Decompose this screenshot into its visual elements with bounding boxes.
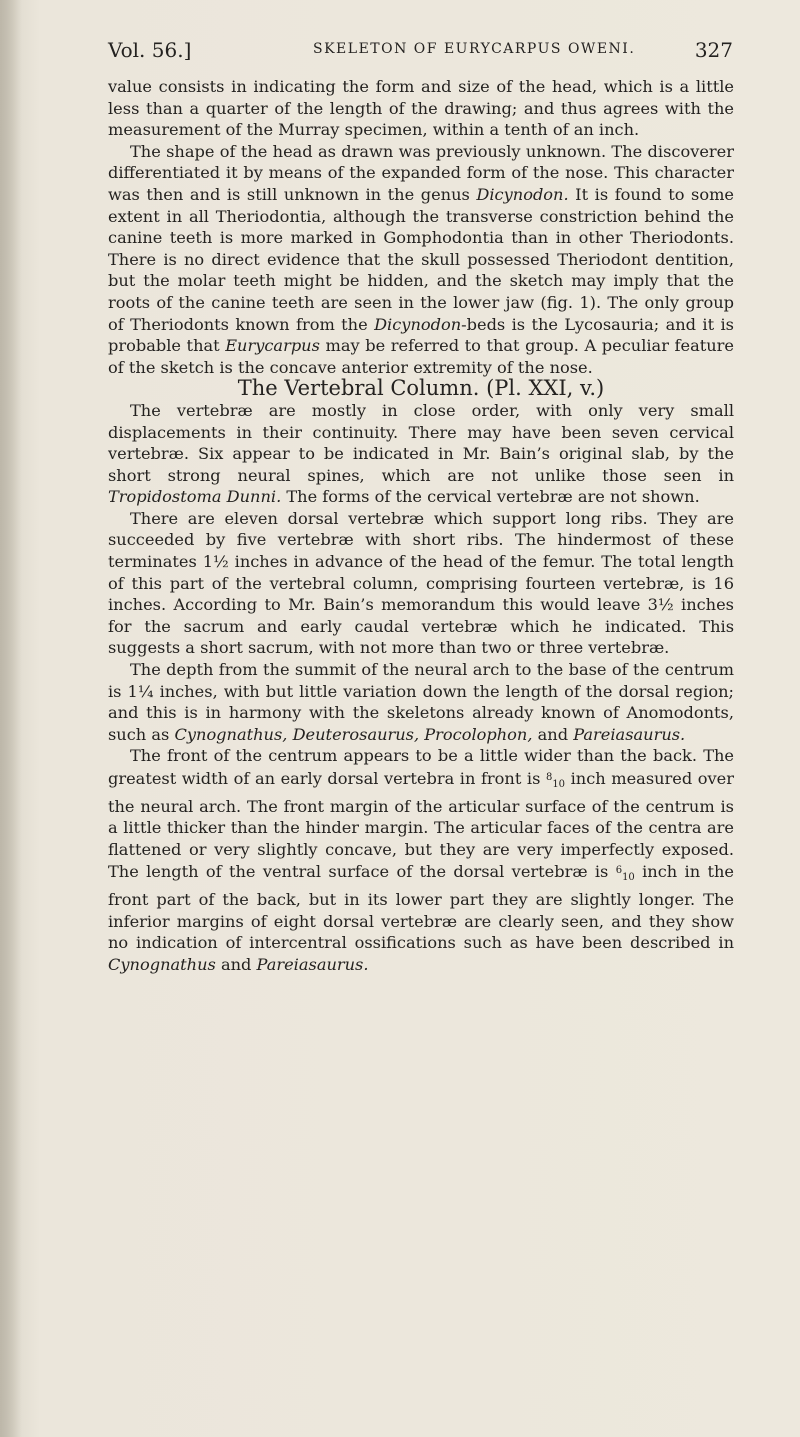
fraction-denominator: 10 xyxy=(622,872,635,884)
paragraph-2: The shape of the head as drawn was previously unknown. The discoverer differentiated it by means of the expanded form of the nose. This character was then and is still unknown in the genus Dicynodon. It is found to some extent in all Theriodontia, although the transverse constriction behind the canine teeth is more marked in Gomphodontia than in other Theriodonts. There is no direct evidence that the skull possessed Theriodont dentition, but the molar teeth might be hidden, and the sketch may imply that the roots of the canine teeth are seen in the lower jaw (fig. 1). The only group of Theriodonts known from the Dicynodon-beds is the Lycosauria; and it is probable that Eurycarpus may be referred to that group. A peculiar feature of the sketch is the concave anterior extremity of the nose. xyxy=(108,141,735,377)
genus-name: Cynognathus xyxy=(108,954,216,974)
paragraph-4: There are eleven dorsal vertebræ which support long ribs. They are succeeded by five vertebræ with short ribs. The hindermost of these terminates 1½ inches in advance of the head of the femur. The total length of this part of the vertebral column, comprising fourteen vertebræ, is 16 inches. According to Mr. Bain’s memorandum this would leave 3½ inches for the sacrum and early caudal vertebræ which he indicated. This suggests a short sacrum, with not more than two or three vertebræ. xyxy=(108,508,734,658)
fraction-denominator: 10 xyxy=(552,779,566,790)
paragraph-3: The vertebræ are mostly in close order, with only very small displacements in their continuity. There may have been seven cervical vertebræ. Six appear to be indicated in Mr. Bain’s original slab, by the short strong neural spines, which are not unlike those seen in Tropidostoma Dunni. The forms of the cervical vertebræ are not shown. xyxy=(108,400,734,507)
paragraph-6: The front of the centrum appears to be a little wider than the back. The greatest width of an early dorsal vertebra in front is $^8$10 inch measured over the neural arch. The front margin of the articular surface of the centrum is a little thicker than the hinder margin. The articular faces of the centra are flattened or very slightly concave, but they are very imperfectly exposed. The length of the ventral surface of the dorsal vertebræ is $^6$10 inch in the front part of the back, but in its lower part they are slightly longer. The inferior margins of eight dorsal vertebræ are clearly seen, and they show no indication of intercentral ossifications such as have been described in Cynognathus and Pareiasaurus. xyxy=(108,746,734,974)
paragraph-1: value consists in indicating the form and size of the head, which is a little less than a quarter of the length of the drawing; and thus agrees with the measurement of the Murray specimen, within a tenth of an inch. xyxy=(108,77,734,140)
section-heading: The Vertebral Column. (Pl. XXI, v.) xyxy=(237,376,605,401)
genus-name: Pareiasaurus. xyxy=(573,724,686,744)
fraction-numerator: 8 xyxy=(545,772,553,783)
gutter-shadow xyxy=(0,0,22,1437)
paragraph-5: The depth from the summit of the neural arch to the base of the centrum is 1¼ inches, with but little variation down the length of the dorsal region; and this is in harmony with the skeletons already known of Anomodonts, such as Cynognathus, Deuterosaurus, Procolophon, and Pareiasaurus. xyxy=(108,660,734,744)
running-header xyxy=(108,38,733,66)
body-text xyxy=(108,76,734,975)
genus-name: Tropidostoma Dunni. xyxy=(108,487,282,507)
genus-name: Dicynodon. xyxy=(476,184,569,204)
volume-label: Vol. 56.] xyxy=(108,38,192,62)
genus-name: Eurycarpus xyxy=(225,336,320,356)
genus-name: Cynognathus, Deuterosaurus, Procolophon, xyxy=(174,724,533,744)
genus-name: Dicynodon xyxy=(374,314,462,334)
running-title: SKELETON OF EURYCARPUS OWENI. xyxy=(313,41,636,57)
genus-name: Pareiasaurus. xyxy=(256,954,369,974)
fraction-numerator: 6 xyxy=(615,865,623,877)
page-number: 327 xyxy=(694,38,733,62)
